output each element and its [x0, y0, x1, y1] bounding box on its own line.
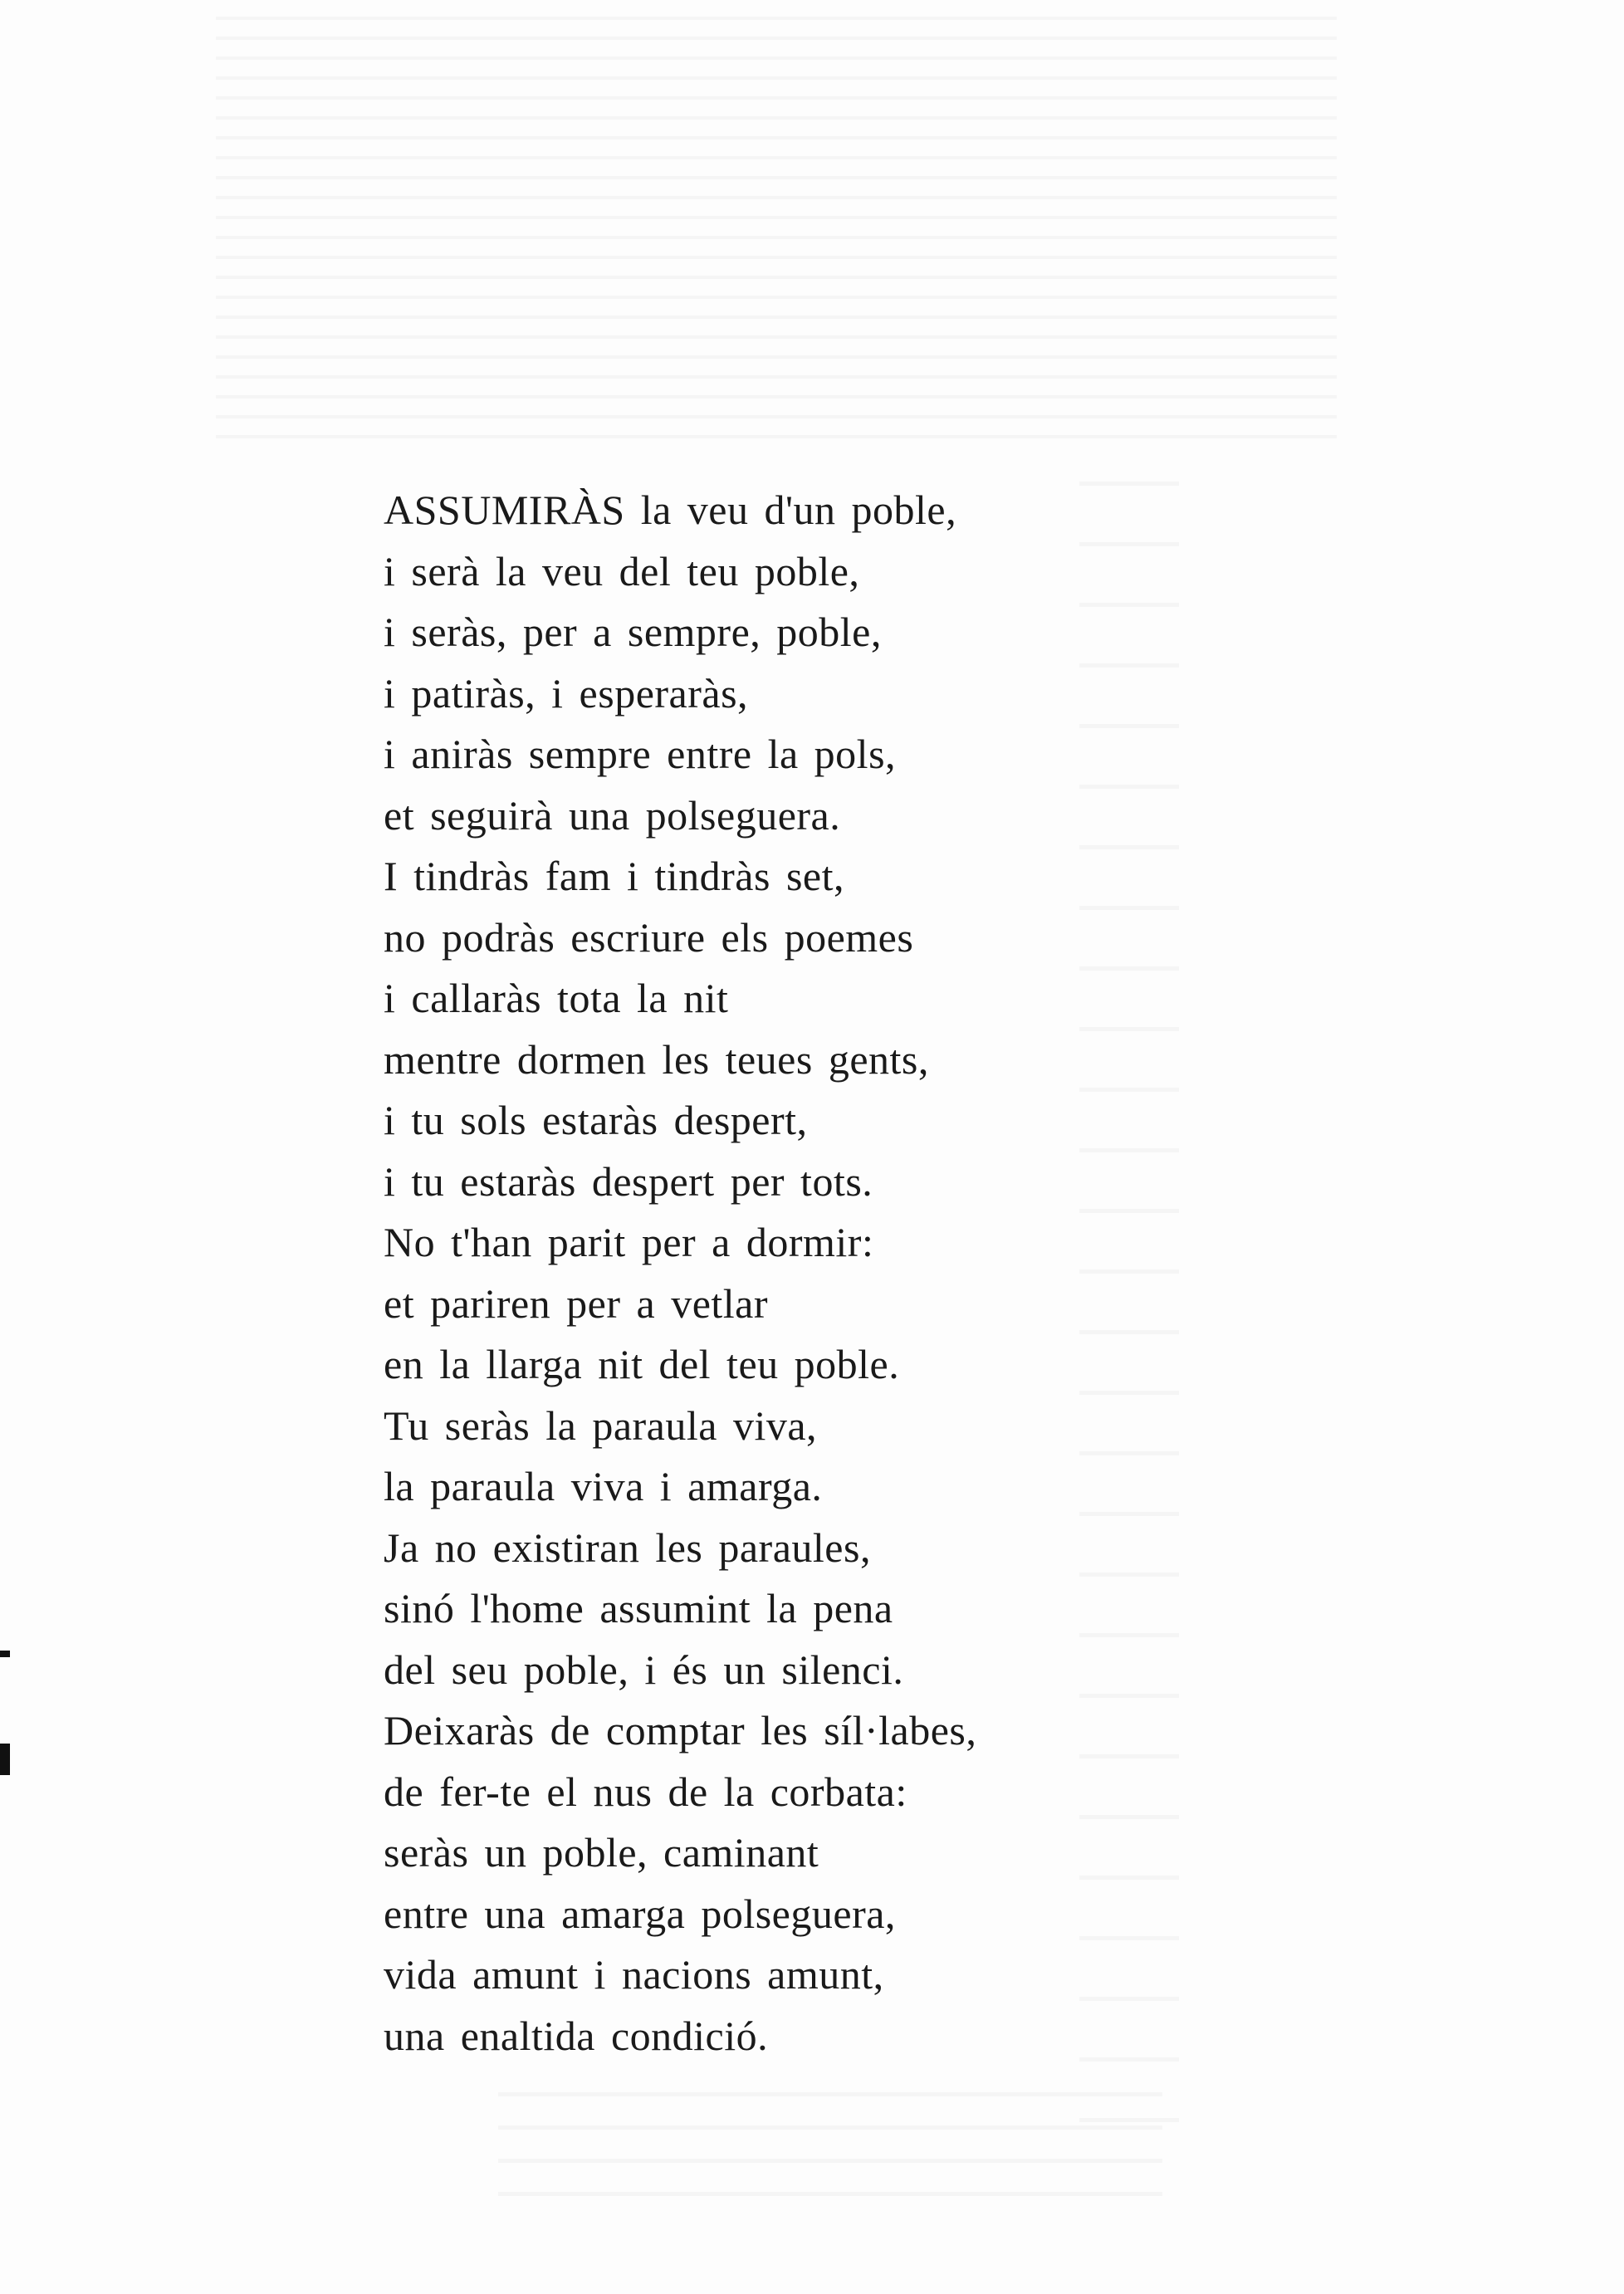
poem-line: vida amunt i nacions amunt,: [384, 1951, 884, 1998]
poem-line: no podràs escriure els poemes: [384, 913, 914, 961]
poem-line: Ja no existiran les paraules,: [384, 1524, 871, 1571]
poem-line: et pariren per a vetlar: [384, 1279, 769, 1327]
poem-line: I tindràs fam i tindràs set,: [384, 853, 844, 899]
poem-line: entre una amarga polseguera,: [384, 1890, 896, 1937]
poem-line: de fer-te el nus de la corbata:: [384, 1768, 907, 1815]
poem-line: mentre dormen les teues gents,: [384, 1035, 929, 1083]
poem-line: et seguirà una polseguera.: [384, 791, 841, 839]
poem-line: seràs un poble, caminant: [384, 1829, 819, 1876]
poem-line: i callaràs tota la nit: [384, 975, 729, 1021]
scan-edge-mark: [0, 1744, 10, 1775]
bleed-through-text-bottom: [498, 2092, 1162, 2225]
poem-line: i serà la veu del teu poble,: [384, 547, 860, 594]
poem-line: i tu sols estaràs despert,: [384, 1097, 808, 1143]
poem-line: No t'han parit per a dormir:: [384, 1219, 874, 1265]
poem-line: Tu seràs la paraula viva,: [384, 1401, 818, 1449]
poem-line: ASSUMIRÀS la veu d'un poble,: [384, 487, 957, 533]
poem-line: en la llarga nit del teu poble.: [384, 1341, 900, 1387]
poem-line: i aniràs sempre entre la pols,: [384, 731, 897, 777]
poem-line: la paraula viva i amarga.: [384, 1463, 823, 1509]
poem-line: i patiràs, i esperaràs,: [384, 669, 749, 717]
poem-line: Deixaràs de comptar les síl·labes,: [384, 1707, 977, 1754]
poem-line: del seu poble, i és un silenci.: [384, 1646, 904, 1693]
poem: [384, 480, 1181, 2067]
poem-line: una enaltida condició.: [384, 2012, 769, 2059]
scan-edge-mark: [0, 1651, 10, 1657]
poem-line: i seràs, per a sempre, poble,: [384, 609, 882, 655]
poem-line: i tu estaràs despert per tots.: [384, 1157, 873, 1205]
poem-line: sinó l'home assumint la pena: [384, 1585, 893, 1631]
bleed-through-text-top: [216, 17, 1337, 448]
